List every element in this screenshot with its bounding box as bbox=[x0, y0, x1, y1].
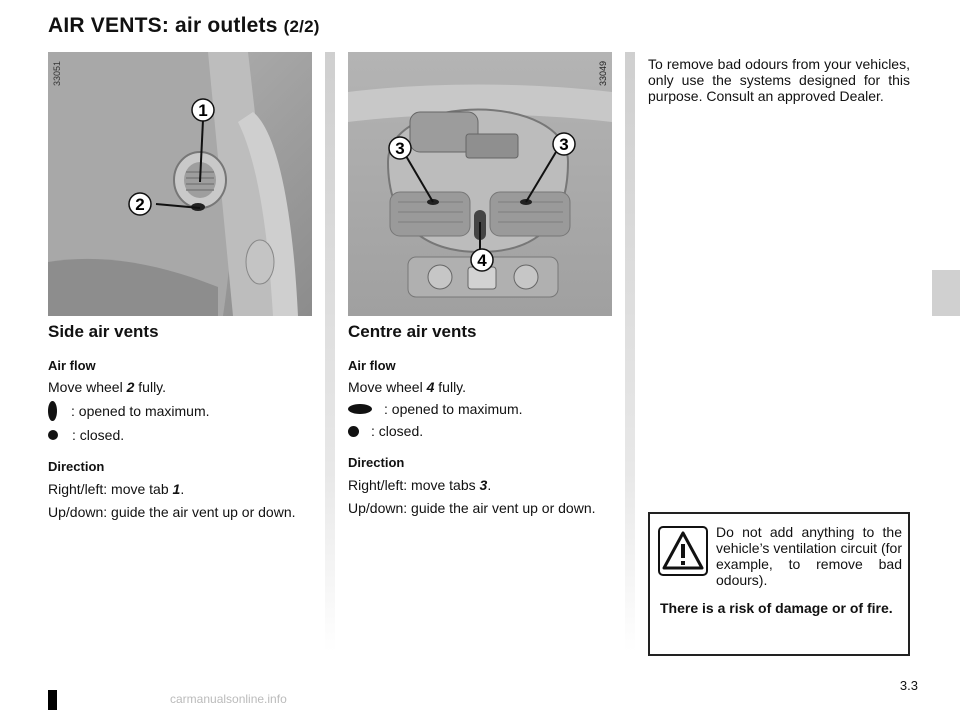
airflow-text-end: fully. bbox=[434, 379, 467, 395]
closed-row bbox=[348, 423, 620, 439]
wheel-number: 2 bbox=[126, 379, 135, 395]
opened-row bbox=[48, 401, 318, 421]
warning-box bbox=[648, 512, 910, 656]
side-vent-illustration bbox=[48, 52, 312, 316]
direction-lr-text: Right/left: move tab bbox=[48, 481, 173, 497]
centre-vents-section bbox=[348, 322, 620, 516]
section-heading: Centre air vents bbox=[348, 322, 477, 341]
closed-row bbox=[48, 427, 318, 443]
warning-text: Do not add anything to the vehicle’s ventilation circuit (for example, to remove bad odours). bbox=[716, 524, 902, 588]
title-suffix: (2/2) bbox=[283, 17, 320, 36]
title-main: AIR VENTS: air outlets bbox=[48, 14, 278, 37]
vent-closed-icon bbox=[348, 426, 359, 437]
airflow-text: Move wheel bbox=[348, 379, 427, 395]
side-vents-section bbox=[48, 322, 318, 520]
callout-3b: 3 bbox=[559, 135, 569, 154]
direction-lr bbox=[48, 481, 318, 497]
airflow-instruction bbox=[48, 379, 318, 395]
watermark: carmanualsonline.info bbox=[170, 692, 287, 706]
tab-number: 3 bbox=[479, 477, 488, 493]
odour-note: To remove bad odours from your vehicles, only use the systems designed for this purpose. Consult an approved Dealer. bbox=[648, 56, 910, 104]
airflow-label: Air flow bbox=[348, 358, 396, 373]
opened-text: : opened to maximum. bbox=[384, 401, 523, 417]
callout-1: 1 bbox=[198, 101, 208, 120]
direction-lr-end: . bbox=[487, 477, 492, 493]
direction-lr-end: . bbox=[180, 481, 185, 497]
opened-row bbox=[348, 401, 620, 417]
callout-3a: 3 bbox=[395, 139, 405, 158]
closed-text: : closed. bbox=[371, 423, 424, 439]
wheel-number: 4 bbox=[426, 379, 435, 395]
airflow-text-end: fully. bbox=[134, 379, 167, 395]
column-divider-right bbox=[625, 52, 635, 652]
section-tab bbox=[932, 270, 960, 316]
page-title bbox=[48, 14, 320, 38]
centre-vent-drawing bbox=[348, 52, 612, 316]
warning-icon bbox=[658, 526, 708, 576]
page-number: 3.3 bbox=[899, 678, 918, 693]
image-reference: 33049 bbox=[598, 60, 608, 86]
vent-open-icon bbox=[48, 401, 57, 421]
section-heading: Side air vents bbox=[48, 322, 159, 341]
centre-vent-illustration bbox=[348, 52, 612, 316]
callout-2: 2 bbox=[135, 195, 145, 214]
direction-ud: Up/down: guide the air vent up or down. bbox=[48, 504, 296, 520]
airflow-text: Move wheel bbox=[48, 379, 127, 395]
direction-lr-text: Right/left: move tabs bbox=[348, 477, 480, 493]
closed-text: : closed. bbox=[72, 427, 125, 443]
image-reference: 33051 bbox=[52, 60, 62, 86]
tab-number: 1 bbox=[172, 481, 181, 497]
callout-4: 4 bbox=[477, 251, 487, 270]
warning-bold-text: There is a risk of damage or of fire. bbox=[660, 600, 893, 616]
side-vent-drawing bbox=[48, 52, 312, 316]
opened-text: : opened to maximum. bbox=[71, 403, 210, 419]
direction-ud: Up/down: guide the air vent up or down. bbox=[348, 500, 596, 516]
direction-lr bbox=[348, 477, 620, 493]
vent-closed-icon bbox=[48, 430, 58, 440]
corner-mark bbox=[48, 690, 57, 710]
direction-label: Direction bbox=[48, 459, 105, 474]
airflow-label: Air flow bbox=[48, 358, 96, 373]
direction-label: Direction bbox=[348, 455, 405, 470]
column-divider-left bbox=[325, 52, 335, 652]
vent-open-icon bbox=[348, 404, 372, 414]
airflow-instruction bbox=[348, 379, 620, 395]
